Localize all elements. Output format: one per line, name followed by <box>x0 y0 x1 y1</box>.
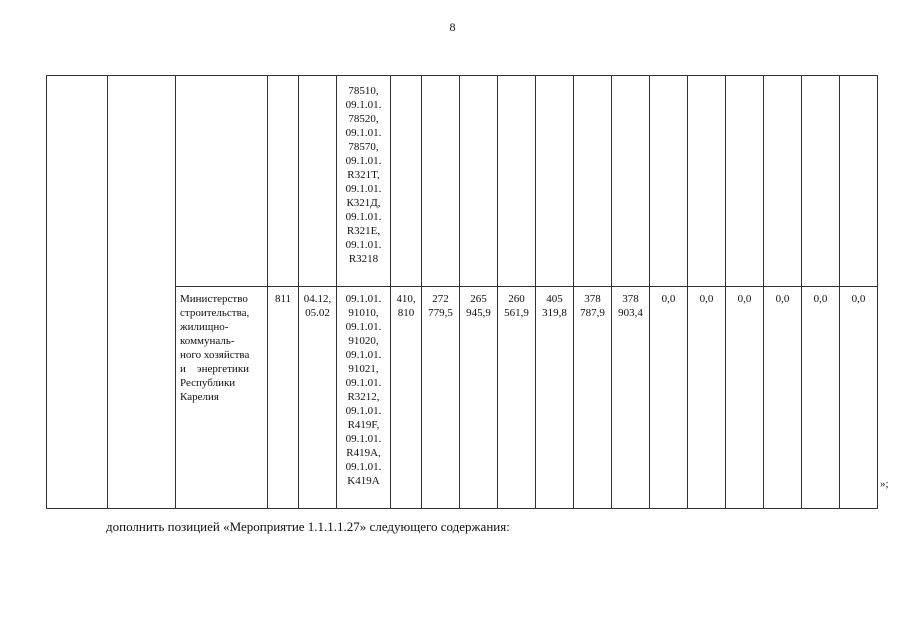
value-cell: 0,0 <box>650 287 688 509</box>
value-cell: 265 945,9 <box>460 287 498 509</box>
table-cell <box>108 76 176 509</box>
table-cell <box>650 76 688 287</box>
value-cell: 378 787,9 <box>574 287 612 509</box>
table-cell <box>47 76 108 509</box>
table-cell <box>536 76 574 287</box>
value-cell: 0,0 <box>688 287 726 509</box>
section-cell: 04.12, 05.02 <box>299 287 337 509</box>
code-cell: 78510, 09.1.01. 78520, 09.1.01. 78570, 09.1.01. R321T, 09.1.01. К321Д, 09.1.01. R321E, 09.1.01. R3218 <box>337 76 391 287</box>
value-cell: 0,0 <box>802 287 840 509</box>
table-cell <box>299 76 337 287</box>
table-cell <box>802 76 840 287</box>
value-cell: 0,0 <box>840 287 878 509</box>
table-row <box>47 76 878 287</box>
table-cell <box>764 76 802 287</box>
expense-type-cell: 410, 810 <box>391 287 422 509</box>
organization-cell: Министерство строительства, жилищно- коммуналь- ного хозяйства и энергетики Республики Карелия <box>176 287 268 509</box>
table-cell <box>574 76 612 287</box>
value-cell: 0,0 <box>764 287 802 509</box>
budget-table <box>46 75 878 509</box>
code-cell: 09.1.01. 91010, 09.1.01. 91020, 09.1.01. 91021, 09.1.01. R3212, 09.1.01. R419F, 09.1.01. R419A, 09.1.01. K419A <box>337 287 391 509</box>
table-cell <box>391 76 422 287</box>
grbs-cell: 811 <box>268 287 299 509</box>
table-cell <box>840 76 878 287</box>
table-cell <box>460 76 498 287</box>
table-cell <box>612 76 650 287</box>
value-cell: 378 903,4 <box>612 287 650 509</box>
value-cell: 405 319,8 <box>536 287 574 509</box>
value-cell: 0,0 <box>726 287 764 509</box>
table-cell <box>268 76 299 287</box>
page-number: 8 <box>449 20 456 34</box>
value-cell: 272 779,5 <box>422 287 460 509</box>
table-cell <box>498 76 536 287</box>
amendment-paragraph: дополнить позицией «Мероприятие 1.1.1.1.27» следующего содержания: <box>106 519 510 534</box>
table-cell <box>422 76 460 287</box>
value-cell: 260 561,9 <box>498 287 536 509</box>
table-cell <box>176 76 268 287</box>
table-cell <box>726 76 764 287</box>
closing-quote-mark: »; <box>880 478 889 490</box>
table-cell <box>688 76 726 287</box>
